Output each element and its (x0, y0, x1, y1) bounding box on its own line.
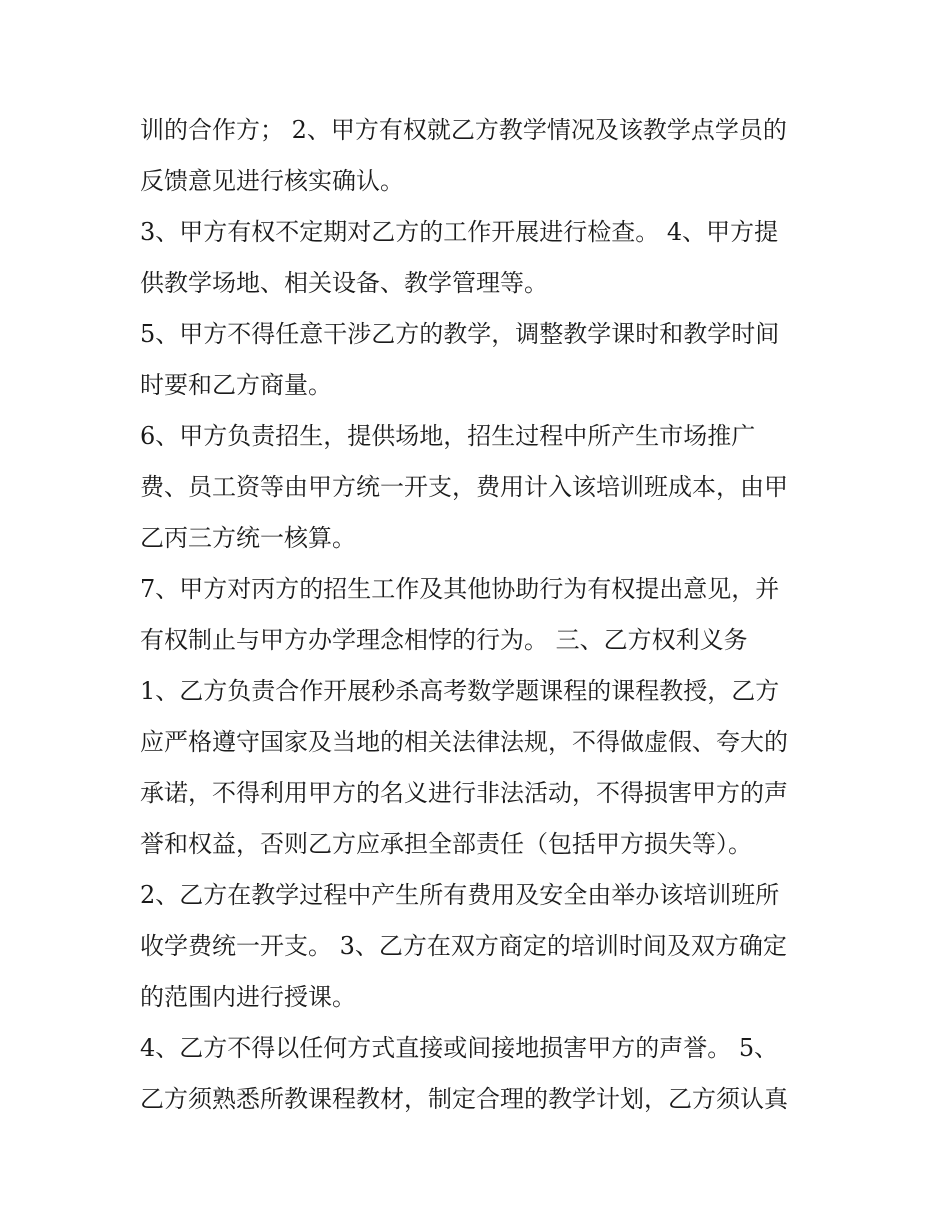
text-line: 7、甲方对丙方的招生工作及其他协助行为有权提出意见，并 (140, 575, 780, 603)
text-line: 反馈意见进行核实确认。 (140, 167, 404, 195)
text-line: 训的合作方； 2、甲方有权就乙方教学情况及该教学点学员的 (140, 116, 787, 144)
text-line: 誉和权益，否则乙方应承担全部责任（包括甲方损失等）。 (140, 830, 752, 858)
text-line: 1、乙方负责合作开展秒杀高考数学题课程的课程教授，乙方 (140, 677, 780, 705)
text-line: 应严格遵守国家及当地的相关法律法规，不得做虚假、夸大的 (140, 728, 788, 756)
text-line: 承诺，不得利用甲方的名义进行非法活动，不得损害甲方的声 (140, 779, 788, 807)
text-line: 时要和乙方商量。 (140, 371, 332, 399)
text-line: 收学费统一开支。 3、乙方在双方商定的培训时间及双方确定 (140, 932, 787, 960)
text-line: 乙方须熟悉所教课程教材，制定合理的教学计划，乙方须认真 (140, 1085, 788, 1113)
text-line: 4、乙方不得以任何方式直接或间接地损害甲方的声誉。 5、 (140, 1034, 779, 1062)
text-line: 的范围内进行授课。 (140, 983, 356, 1011)
text-line: 有权制止与甲方办学理念相悖的行为。 三、乙方权利义务 (140, 626, 748, 654)
text-line: 3、甲方有权不定期对乙方的工作开展进行检查。 4、甲方提 (140, 218, 779, 246)
text-line: 费、员工资等由甲方统一开支，费用计入该培训班成本，由甲 (140, 473, 788, 501)
text-line: 乙丙三方统一核算。 (140, 524, 356, 552)
text-line: 6、甲方负责招生，提供场地，招生过程中所产生市场推广 (140, 422, 756, 450)
text-line: 2、乙方在教学过程中产生所有费用及安全由举办该培训班所 (140, 881, 780, 909)
text-line: 5、甲方不得任意干涉乙方的教学，调整教学课时和教学时间 (140, 320, 780, 348)
text-line: 供教学场地、相关设备、教学管理等。 (140, 269, 548, 297)
